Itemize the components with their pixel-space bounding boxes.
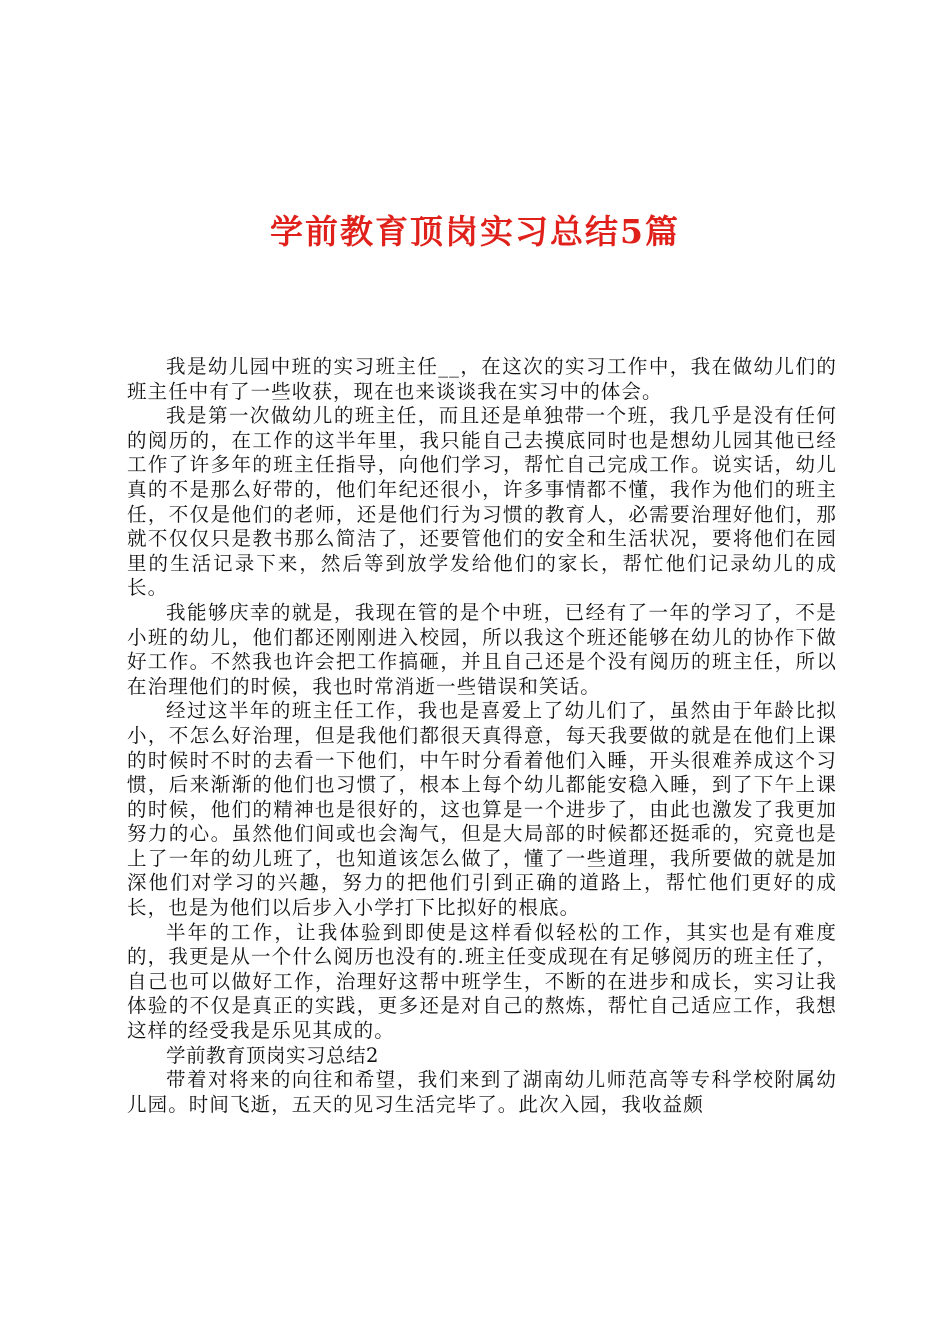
paragraph: 我是幼儿园中班的实习班主任__，在这次的实习工作中，我在做幼儿们的班主任中有了一些收获，现在也来谈谈我在实习中的体会。 bbox=[127, 355, 837, 403]
document-body bbox=[127, 355, 837, 1117]
paragraph: 经过这半年的班主任工作，我也是喜爱上了幼儿们了，虽然由于年龄比拟小，不怎么好治理，但是我他们都很天真得意，每天我要做的就是在他们上课的时候时不时的去看一下他们，中午时分看着他们入睡，开头很难养成这个习惯，后来渐渐的他们也习惯了，根本上每个幼儿都能安稳入睡，到了下午上课的时候，他们的精神也是很好的，这也算是一个进步了，由此也激发了我更加努力的心。虽然他们间或也会淘气，但是大局部的时候都还挺乖的，究竟也是上了一年的幼儿班了，也知道该怎么做了，懂了一些道理，我所要做的就是加深他们对学习的兴趣，努力的把他们引到正确的道路上，帮忙他们更好的成长，也是为他们以后步入小学打下比拟好的根底。 bbox=[127, 699, 837, 920]
paragraph: 带着对将来的向往和希望，我们来到了湖南幼儿师范高等专科学校附属幼儿园。时间飞逝，五天的见习生活完毕了。此次入园，我收益颇 bbox=[127, 1068, 837, 1116]
paragraph: 我能够庆幸的就是，我现在管的是个中班，已经有了一年的学习了，不是小班的幼儿，他们都还刚刚进入校园，所以我这个班还能够在幼儿的协作下做好工作。不然我也许会把工作搞砸，并且自己还是个没有阅历的班主任，所以在治理他们的时候，我也时常消逝一些错误和笑话。 bbox=[127, 600, 837, 698]
paragraph: 半年的工作，让我体验到即使是这样看似轻松的工作，其实也是有难度的，我更是从一个什么阅历也没有的.班主任变成现在有足够阅历的班主任了，自己也可以做好工作，治理好这帮中班学生，不断的在进步和成长，实习让我体验的不仅是真正的实践，更多还是对自己的熬炼，帮忙自己适应工作，我想这样的经受我是乐见其成的。 bbox=[127, 920, 837, 1043]
paragraph: 我是第一次做幼儿的班主任，而且还是单独带一个班，我几乎是没有任何的阅历的，在工作的这半年里，我只能自己去摸底同时也是想幼儿园其他已经工作了许多年的班主任指导，向他们学习，帮忙自己完成工作。说实话，幼儿真的不是那么好带的，他们年纪还很小，许多事情都不懂，我作为他们的班主任，不仅是他们的老师，还是他们行为习惯的教育人，必需要治理好他们，那就不仅仅只是教书那么简洁了，还要管他们的安全和生活状况，要将他们在园里的生活记录下来，然后等到放学发给他们的家长，帮忙他们记录幼儿的成长。 bbox=[127, 404, 837, 600]
document-title: 学前教育顶岗实习总结5篇 bbox=[270, 212, 680, 251]
section-heading: 学前教育顶岗实习总结2 bbox=[166, 1043, 379, 1067]
